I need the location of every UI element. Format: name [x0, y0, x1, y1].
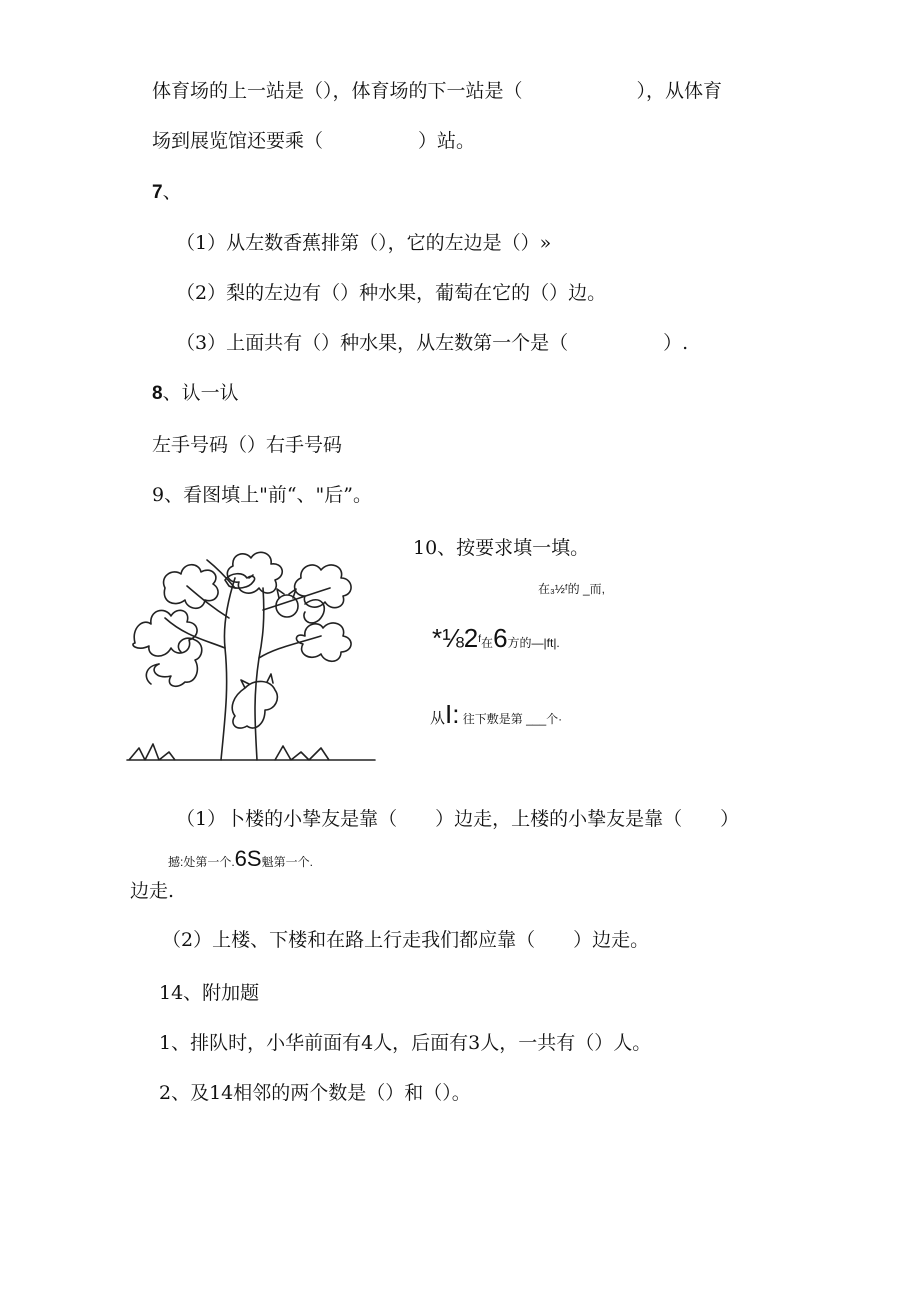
question-9: 9、看图填上"前“、"后”。: [152, 484, 372, 506]
tree-leaves-top: [227, 552, 282, 593]
question-10-c-end: 往下敷是第 ___个·: [459, 712, 563, 726]
question-10-line-a: 在₃½ᶠ的 _而,: [538, 582, 605, 596]
squirrel-tail: [304, 600, 324, 623]
question-10-c-prefix: 从: [430, 710, 446, 727]
tree-leaves-mid-right: [296, 623, 351, 661]
text-line-1: 体育场的上一站是（），体育场的下一站是（ ），从体育: [152, 80, 723, 102]
sub-question-2: （2）上楼、下楼和在路上行走我们都应靠（ ）边走。: [162, 929, 650, 951]
garbled-end: 魁第一个.: [261, 855, 313, 869]
question-10-b-superscript: f: [478, 634, 482, 645]
tree-animals-illustration: [125, 548, 385, 763]
tree-leaves-right: [295, 565, 351, 608]
question-14-part-1: 1、排队时，小华前面有4人，后面有3人，一共有（）人。: [159, 1032, 652, 1054]
question-10-c-big: I:: [445, 699, 460, 729]
monkey-left: [154, 638, 202, 686]
question-10-line-c: [430, 698, 562, 735]
text-line-2: 场到展览馆还要乘（ ）站。: [152, 130, 476, 152]
question-7-part-3: （3）上面共有（）种水果，从左数第一个是（ ）.: [176, 332, 689, 354]
question-8-text: 、认一认: [162, 382, 239, 404]
question-10-line-b: [432, 622, 560, 659]
garbled-big: 6S: [234, 846, 262, 871]
garbled-ocr-line: [168, 844, 313, 877]
garbled-prefix: 撼:处第一个.: [168, 855, 235, 869]
question-10-b-big-digit: 6: [493, 623, 508, 653]
sub-question-1: （1）卜楼的小挚友是靠（ ）边走，上楼的小挚友是靠（ ）: [176, 808, 740, 830]
question-7-part-1: （1）从左数香蕉排第（），它的左边是（）»: [176, 232, 552, 254]
question-8-number: 8: [152, 383, 163, 404]
question-10: 10、按要求填一填。: [413, 537, 590, 559]
question-7-heading: [152, 180, 182, 205]
sub-question-1-end: 边走.: [130, 880, 175, 902]
question-8-line: 左手号码（）右手号码: [152, 434, 343, 456]
question-7-part-2: （2）梨的左边有（）种水果，葡萄在它的（）边。: [176, 282, 607, 304]
question-10-b-end: 方的—|ft|.: [507, 636, 560, 650]
grass-ground: [127, 744, 375, 760]
question-7-separator: 、: [162, 181, 182, 203]
question-14-heading: 14、附加题: [159, 982, 260, 1004]
question-10-b-big-text: *⅛2: [432, 623, 479, 653]
question-8-heading: [152, 381, 239, 406]
question-10-b-middle: 在: [481, 636, 494, 650]
tree-leaves-top-left: [164, 565, 219, 609]
question-14-part-2: 2、及14相邻的两个数是（）和（）。: [159, 1082, 471, 1104]
tree-trunk: [221, 578, 264, 760]
question-7-number: 7: [152, 182, 163, 203]
